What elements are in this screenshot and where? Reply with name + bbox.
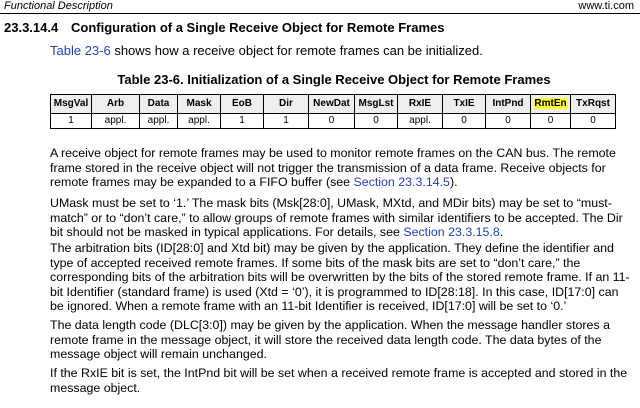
section-number: 23.3.14.4: [4, 20, 59, 35]
text-line: The data length code (DLC[3:0]) may be given by the application. When the message handler stores a: [50, 318, 610, 332]
text-line: The arbitration bits (ID[28:0] and Xtd bit) may be given by the application. They define the identifier and: [50, 241, 614, 255]
rmten-highlight: RmtEn: [534, 98, 567, 109]
cell-newdat: 0: [309, 114, 355, 129]
text-line: [50, 175, 640, 190]
col-header-msglst: MsgLst: [355, 95, 398, 114]
paragraph-dlc: [50, 318, 640, 362]
table-header-row: [51, 95, 616, 114]
text-line: If the RxIE bit is set, the IntPnd bit will be set when a received remote frame is accepted and stored in the: [50, 366, 628, 380]
text-span: .: [499, 225, 504, 240]
page-header: [0, 0, 640, 12]
cell-rxie: appl.: [398, 114, 443, 129]
text-line: UMask must be set to ‘1.’ The mask bits (Msk[28:0], UMask, MXtd, and MDir bits) may be set to “must-: [50, 196, 612, 210]
col-header-txie: TxIE: [443, 95, 486, 114]
col-header-data: Data: [140, 95, 178, 114]
col-header-msgval: MsgVal: [51, 95, 92, 114]
col-header-dir: Dir: [264, 95, 309, 114]
text-span: bit should not be masked in typical applications. For details, see: [50, 225, 404, 240]
text-line: A receive object for remote frames may be used to monitor remote frames on the CAN bus. The remote: [50, 146, 616, 160]
paragraph-arbitration: [50, 241, 640, 314]
cell-dir: 1: [264, 114, 309, 129]
text-line: message object.: [50, 380, 141, 395]
cell-data: appl.: [140, 114, 178, 129]
text-line: match” or to “don’t care,” to allow groups of remote frames with similar identifiers to be accepted. The Dir: [50, 210, 623, 225]
paragraph-remote-monitor: [50, 146, 640, 190]
text-span: remote frames may be expanded to a FIFO buffer (see: [50, 175, 354, 190]
header-website: www.ti.com: [578, 0, 634, 12]
col-header-intpnd: IntPnd: [486, 95, 531, 114]
section-title: Configuration of a Single Receive Object for Remote Frames: [71, 20, 445, 35]
col-header-rmten: [531, 95, 571, 114]
cell-intpnd: 0: [486, 114, 531, 129]
col-header-txrqst: TxRqst: [571, 95, 616, 114]
cell-arb: appl.: [92, 114, 140, 129]
cell-mask: appl.: [178, 114, 221, 129]
text-line: bit Identifier (standard frame) is used (Xtd = ‘0’), it is programmed to ID[28:18]. In this case, ID[17:0] can: [50, 284, 619, 299]
cell-msgval: 1: [51, 114, 92, 129]
paragraph-umask: [50, 196, 640, 240]
col-header-arb: Arb: [92, 95, 140, 114]
text-line: type of accepted received remote frames. If some bits of the mask bits are set to “don’t care,” the: [50, 255, 581, 270]
text-line: corresponding bits of the arbitration bits will be overwritten by the bits of the stored remote frame. If an 11-: [50, 270, 630, 285]
table-row: [51, 114, 616, 129]
col-header-newdat: NewDat: [309, 95, 355, 114]
cell-eob: 1: [221, 114, 264, 129]
table-title: Table 23-6. Initialization of a Single Receive Object for Remote Frames: [117, 72, 551, 87]
intro-paragraph: [50, 43, 483, 58]
intro-text: shows how a receive object for remote frames can be initialized.: [110, 43, 483, 58]
text-span: ).: [449, 175, 458, 190]
text-line: frame stored in the receive object will not trigger the transmission of a data frame. Receive objects for: [50, 160, 606, 175]
col-header-eob: EoB: [221, 95, 264, 114]
cell-msglst: 0: [355, 114, 398, 129]
section-link-fifo[interactable]: Section 23.3.14.5: [353, 175, 450, 190]
text-line: [50, 225, 640, 240]
text-line: message object will remain unchanged.: [50, 347, 267, 362]
init-table: [50, 94, 616, 129]
table-link[interactable]: Table 23-6: [50, 43, 111, 58]
cell-txie: 0: [443, 114, 486, 129]
header-section-label: Functional Description: [4, 0, 113, 12]
cell-rmten: 0: [531, 114, 571, 129]
text-line: remote frame in the message object, it will store the received data length code. The data bytes of the: [50, 332, 602, 347]
cell-txrqst: 0: [571, 114, 616, 129]
col-header-mask: Mask: [178, 95, 221, 114]
header-divider: [0, 13, 640, 14]
section-link-details[interactable]: Section 23.3.15.8: [403, 225, 500, 240]
paragraph-rxie: [50, 366, 640, 395]
section-heading: [4, 20, 444, 35]
col-header-rxie: RxIE: [398, 95, 443, 114]
text-line: be ignored. When a remote frame with an 11-bit Identifier is received, ID[17:0] will be set to ‘0.’: [50, 299, 567, 314]
